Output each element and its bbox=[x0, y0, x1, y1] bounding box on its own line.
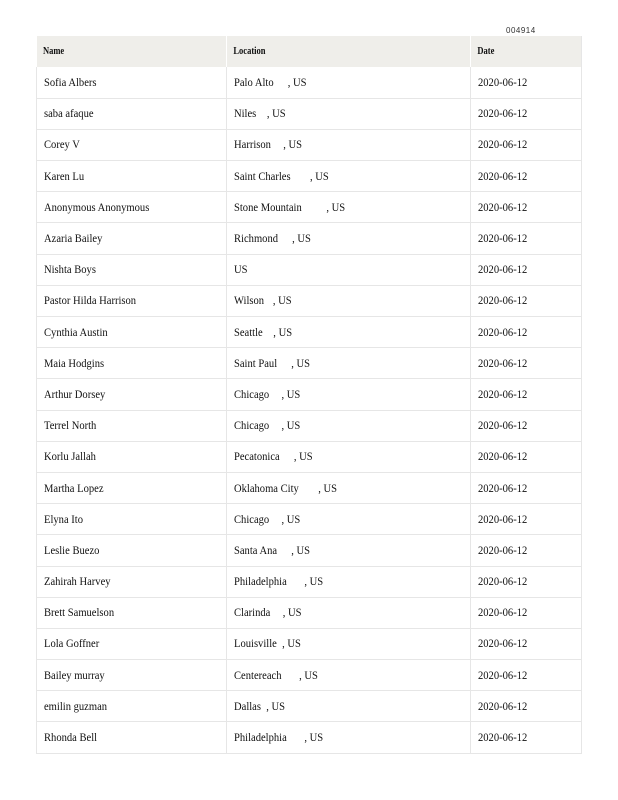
table-row bbox=[37, 410, 582, 441]
signed-date: 2020-06-12 bbox=[478, 137, 528, 152]
table-row bbox=[37, 254, 582, 285]
cell-location bbox=[227, 504, 471, 535]
cell-date bbox=[471, 628, 582, 659]
cell-name bbox=[37, 722, 227, 753]
table-row bbox=[37, 379, 582, 410]
location-city: Philadelphia bbox=[234, 574, 287, 589]
location-country: US bbox=[234, 262, 248, 277]
cell-name bbox=[37, 192, 227, 223]
signed-date: 2020-06-12 bbox=[478, 74, 528, 89]
location-text bbox=[234, 418, 300, 433]
cell-date bbox=[471, 504, 582, 535]
signed-date: 2020-06-12 bbox=[478, 324, 528, 339]
cell-location bbox=[227, 348, 471, 379]
location-country: , US bbox=[287, 74, 307, 89]
signed-date: 2020-06-12 bbox=[478, 262, 528, 277]
location-country: , US bbox=[292, 231, 311, 246]
location-text bbox=[234, 449, 313, 464]
location-city: Clarinda bbox=[234, 605, 271, 620]
location-city: Harrison bbox=[234, 137, 271, 152]
table-row bbox=[37, 691, 582, 722]
document-id: 004914 bbox=[506, 26, 536, 35]
signed-date: 2020-06-12 bbox=[478, 449, 528, 464]
cell-name bbox=[37, 317, 227, 348]
location-city: Santa Ana bbox=[234, 542, 278, 557]
signer-name: Pastor Hilda Harrison bbox=[44, 293, 137, 308]
location-country: , US bbox=[266, 106, 286, 121]
cell-location bbox=[227, 254, 471, 285]
cell-location bbox=[227, 535, 471, 566]
signer-name: Maia Hodgins bbox=[44, 355, 105, 370]
signatures-table bbox=[36, 36, 582, 754]
cell-name bbox=[37, 129, 227, 160]
cell-location bbox=[227, 161, 471, 192]
location-text bbox=[234, 200, 345, 215]
location-country: , US bbox=[299, 667, 318, 682]
location-text bbox=[234, 169, 329, 184]
table-row bbox=[37, 535, 582, 566]
signed-date: 2020-06-12 bbox=[478, 199, 528, 214]
cell-date bbox=[471, 566, 582, 597]
location-country: , US bbox=[272, 293, 292, 308]
table-row bbox=[37, 317, 582, 348]
location-text bbox=[234, 75, 306, 90]
signed-date: 2020-06-12 bbox=[478, 480, 528, 495]
signer-name: Corey V bbox=[44, 137, 80, 152]
signed-date: 2020-06-12 bbox=[478, 386, 528, 401]
signer-name: Cynthia Austin bbox=[44, 324, 108, 339]
location-city: Stone Mountain bbox=[234, 199, 302, 214]
signed-date: 2020-06-12 bbox=[478, 667, 528, 682]
signer-name: Azaria Bailey bbox=[44, 231, 103, 246]
cell-date bbox=[471, 348, 582, 379]
cell-location bbox=[227, 722, 471, 753]
signer-name: Elyna Ito bbox=[44, 511, 84, 526]
location-country: , US bbox=[282, 636, 301, 651]
location-city: Palo Alto bbox=[234, 74, 274, 89]
cell-date bbox=[471, 691, 582, 722]
location-country: , US bbox=[326, 199, 346, 214]
cell-date bbox=[471, 254, 582, 285]
cell-location bbox=[227, 691, 471, 722]
signed-date: 2020-06-12 bbox=[478, 293, 528, 308]
signer-name: saba afaque bbox=[44, 106, 94, 121]
cell-location bbox=[227, 472, 471, 503]
table-row bbox=[37, 285, 582, 316]
location-city: Wilson bbox=[234, 293, 265, 308]
cell-location bbox=[227, 660, 471, 691]
table-row bbox=[37, 129, 582, 160]
table-row bbox=[37, 660, 582, 691]
cell-date bbox=[471, 285, 582, 316]
location-country: , US bbox=[283, 137, 303, 152]
location-country: , US bbox=[309, 168, 329, 183]
cell-location bbox=[227, 597, 471, 628]
signed-date: 2020-06-12 bbox=[478, 574, 528, 589]
cell-date bbox=[471, 223, 582, 254]
cell-date bbox=[471, 379, 582, 410]
location-country: , US bbox=[273, 324, 293, 339]
location-city: Pecatonica bbox=[234, 449, 280, 464]
location-city: Chicago bbox=[234, 511, 270, 526]
location-text bbox=[234, 293, 292, 308]
signatures-table-container bbox=[36, 36, 581, 754]
location-country: , US bbox=[282, 605, 302, 620]
table-row bbox=[37, 472, 582, 503]
location-country: , US bbox=[293, 449, 313, 464]
location-city: Chicago bbox=[234, 386, 270, 401]
signer-name: Brett Samuelson bbox=[44, 605, 115, 620]
cell-date bbox=[471, 161, 582, 192]
cell-name bbox=[37, 504, 227, 535]
signed-date: 2020-06-12 bbox=[478, 636, 528, 651]
table-header bbox=[37, 36, 582, 67]
table-row bbox=[37, 98, 582, 129]
location-text bbox=[234, 481, 337, 496]
location-country: , US bbox=[291, 542, 310, 557]
cell-location bbox=[227, 67, 471, 98]
signed-date: 2020-06-12 bbox=[478, 418, 528, 433]
cell-date bbox=[471, 535, 582, 566]
location-text bbox=[234, 137, 302, 152]
cell-name bbox=[37, 254, 227, 285]
cell-date bbox=[471, 67, 582, 98]
table-row bbox=[37, 441, 582, 472]
column-header-date: Date bbox=[471, 36, 565, 67]
location-text bbox=[234, 605, 301, 620]
location-text bbox=[234, 356, 310, 371]
location-text bbox=[234, 636, 301, 651]
cell-date bbox=[471, 98, 582, 129]
signed-date: 2020-06-12 bbox=[478, 730, 528, 745]
signer-name: Anonymous Anonymous bbox=[44, 199, 150, 214]
location-text bbox=[234, 512, 300, 527]
header-row bbox=[37, 36, 582, 67]
location-country: , US bbox=[304, 574, 324, 589]
table-row bbox=[37, 597, 582, 628]
location-city: Seattle bbox=[234, 324, 263, 339]
cell-name bbox=[37, 597, 227, 628]
location-text bbox=[234, 106, 286, 121]
signed-date: 2020-06-12 bbox=[478, 511, 528, 526]
cell-name bbox=[37, 472, 227, 503]
cell-date bbox=[471, 660, 582, 691]
location-text bbox=[234, 231, 311, 246]
location-country: , US bbox=[281, 386, 301, 401]
cell-name bbox=[37, 67, 227, 98]
cell-date bbox=[471, 441, 582, 472]
signed-date: 2020-06-12 bbox=[478, 231, 528, 246]
location-text bbox=[234, 543, 310, 558]
cell-location bbox=[227, 317, 471, 348]
signer-name: Terrel North bbox=[44, 418, 97, 433]
column-header-name: Name bbox=[37, 36, 199, 67]
table-row bbox=[37, 628, 582, 659]
location-country: , US bbox=[304, 730, 324, 745]
signer-name: Nishta Boys bbox=[44, 262, 96, 277]
location-country: , US bbox=[291, 355, 310, 370]
location-city: Chicago bbox=[234, 418, 270, 433]
cell-date bbox=[471, 597, 582, 628]
cell-date bbox=[471, 722, 582, 753]
table-row bbox=[37, 566, 582, 597]
signer-name: Korlu Jallah bbox=[44, 449, 96, 464]
location-city: Saint Charles bbox=[234, 168, 291, 183]
cell-location bbox=[227, 192, 471, 223]
table-row bbox=[37, 223, 582, 254]
table-row bbox=[37, 722, 582, 753]
table-body bbox=[37, 67, 582, 753]
location-country: , US bbox=[318, 480, 337, 495]
cell-name bbox=[37, 348, 227, 379]
location-text bbox=[234, 262, 248, 277]
location-text bbox=[234, 325, 292, 340]
signer-name: Karen Lu bbox=[44, 168, 85, 183]
location-country: , US bbox=[281, 511, 301, 526]
location-text bbox=[234, 730, 323, 745]
table-row bbox=[37, 504, 582, 535]
signer-name: Bailey murray bbox=[44, 667, 105, 682]
location-city: Richmond bbox=[234, 231, 278, 246]
location-text bbox=[234, 574, 323, 589]
cell-name bbox=[37, 161, 227, 192]
signer-name: Leslie Buezo bbox=[44, 542, 100, 557]
cell-name bbox=[37, 98, 227, 129]
cell-location bbox=[227, 441, 471, 472]
location-city: Philadelphia bbox=[234, 730, 287, 745]
column-header-location: Location bbox=[227, 36, 434, 67]
location-text bbox=[234, 668, 318, 683]
cell-location bbox=[227, 410, 471, 441]
signer-name: Rhonda Bell bbox=[44, 730, 98, 745]
cell-name bbox=[37, 379, 227, 410]
location-country: , US bbox=[266, 698, 286, 713]
signer-name: Zahirah Harvey bbox=[44, 574, 111, 589]
cell-name bbox=[37, 535, 227, 566]
signed-date: 2020-06-12 bbox=[478, 355, 528, 370]
location-city: Oklahoma City bbox=[234, 480, 299, 495]
location-city: Niles bbox=[234, 106, 257, 121]
cell-name bbox=[37, 441, 227, 472]
signer-name: Lola Goffner bbox=[44, 636, 100, 651]
cell-location bbox=[227, 566, 471, 597]
cell-name bbox=[37, 691, 227, 722]
table-row bbox=[37, 161, 582, 192]
cell-location bbox=[227, 379, 471, 410]
cell-name bbox=[37, 660, 227, 691]
location-city: Louisville bbox=[234, 636, 277, 651]
table-row bbox=[37, 192, 582, 223]
cell-location bbox=[227, 98, 471, 129]
cell-name bbox=[37, 410, 227, 441]
signed-date: 2020-06-12 bbox=[478, 605, 528, 620]
signer-name: emilin guzman bbox=[44, 698, 108, 713]
signed-date: 2020-06-12 bbox=[478, 106, 528, 121]
cell-location bbox=[227, 285, 471, 316]
location-city: Dallas bbox=[234, 698, 261, 713]
location-text bbox=[234, 699, 285, 714]
cell-name bbox=[37, 285, 227, 316]
cell-date bbox=[471, 129, 582, 160]
table-row bbox=[37, 67, 582, 98]
cell-location bbox=[227, 628, 471, 659]
cell-location bbox=[227, 223, 471, 254]
signed-date: 2020-06-12 bbox=[478, 698, 528, 713]
cell-date bbox=[471, 317, 582, 348]
signed-date: 2020-06-12 bbox=[478, 542, 528, 557]
location-country: , US bbox=[281, 418, 301, 433]
location-city: Centereach bbox=[234, 667, 282, 682]
location-city: Saint Paul bbox=[234, 355, 278, 370]
cell-date bbox=[471, 410, 582, 441]
signer-name: Arthur Dorsey bbox=[44, 386, 106, 401]
cell-name bbox=[37, 223, 227, 254]
signer-name: Martha Lopez bbox=[44, 480, 104, 495]
location-text bbox=[234, 387, 300, 402]
cell-date bbox=[471, 472, 582, 503]
table-row bbox=[37, 348, 582, 379]
signed-date: 2020-06-12 bbox=[478, 168, 528, 183]
cell-name bbox=[37, 628, 227, 659]
cell-name bbox=[37, 566, 227, 597]
signer-name: Sofia Albers bbox=[44, 74, 97, 89]
cell-date bbox=[471, 192, 582, 223]
cell-location bbox=[227, 129, 471, 160]
